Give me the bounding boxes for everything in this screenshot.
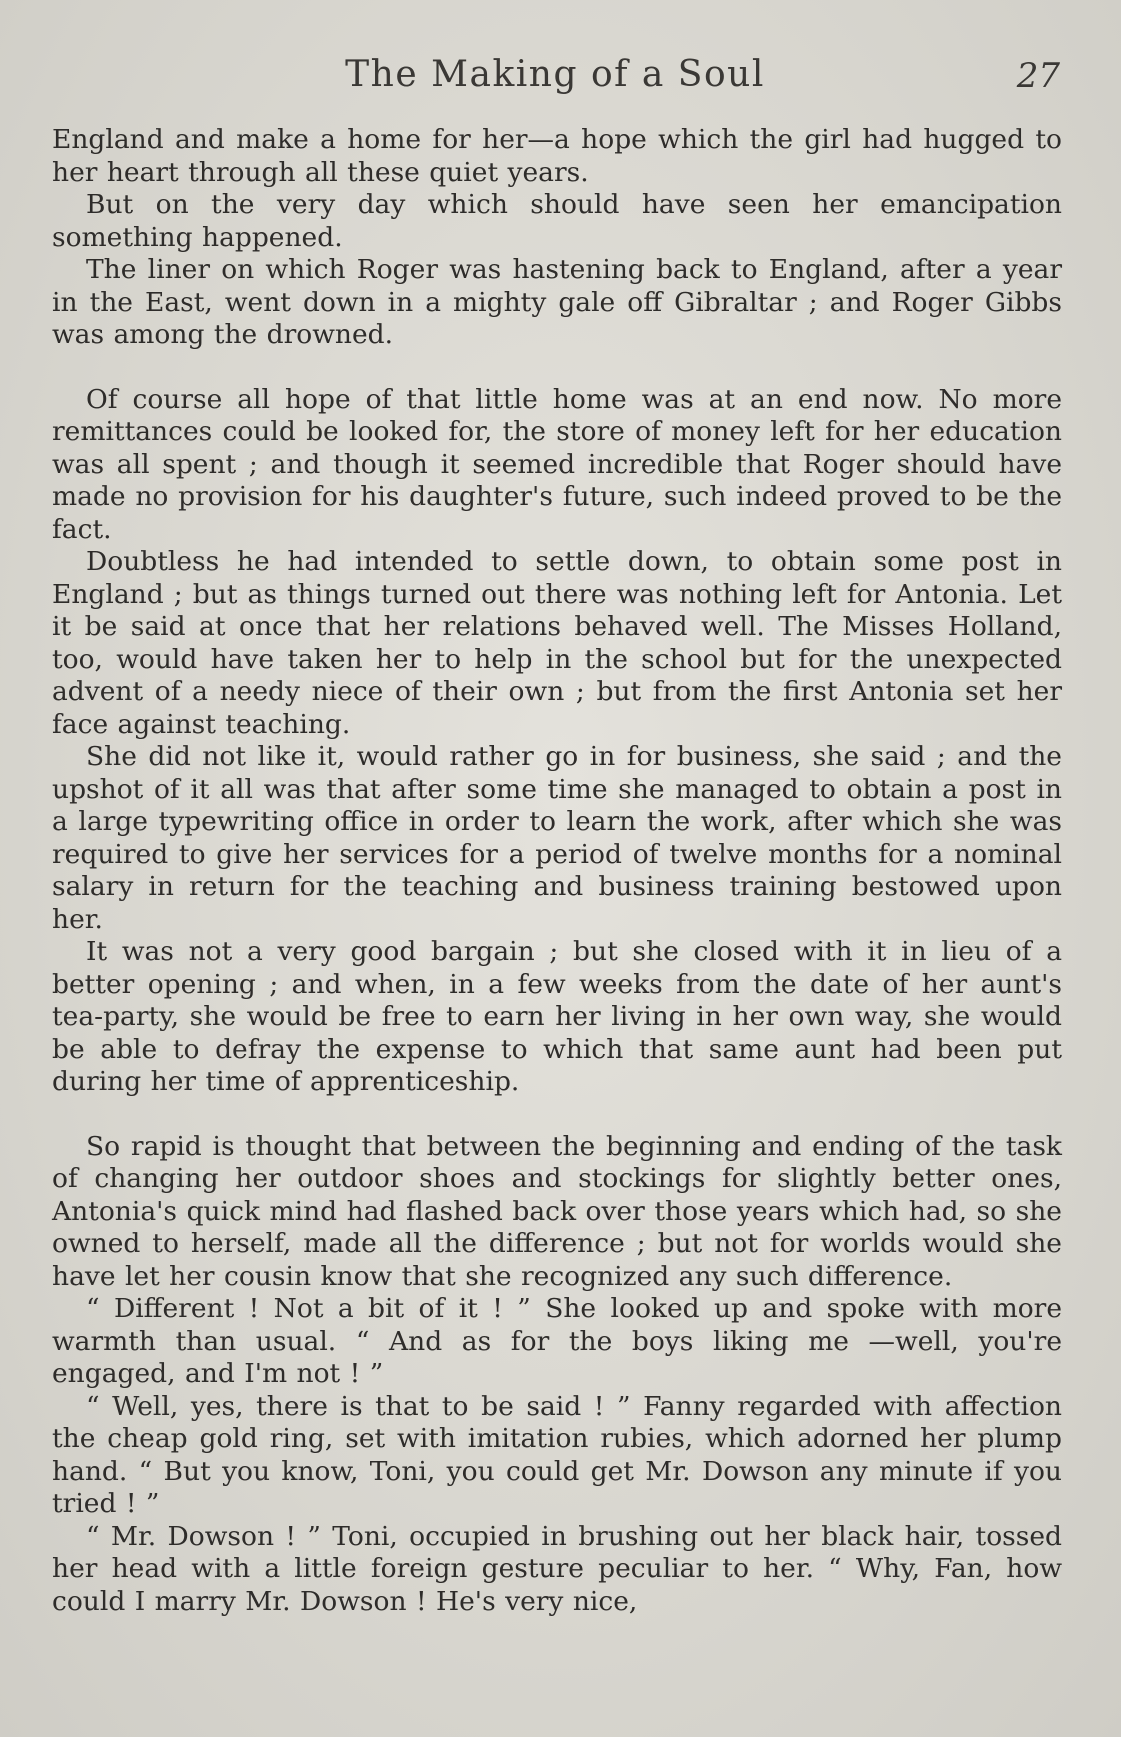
paragraph-11: “ Mr. Dowson ! ” Toni, occupied in brushing out her black hair, tossed her head with a little foreign gesture peculiar to her. “ Why, Fan, how could I marry Mr. Dowson ! He's very nice,	[52, 1520, 1062, 1617]
running-title: The Making of a Soul	[345, 54, 765, 95]
paragraph-9: “ Different ! Not a bit of it ! ” She looked up and spoke with more warmth than usual. “ And as for the boys liking me —well, you're engaged, and I'm not ! ”	[52, 1293, 1062, 1389]
paragraph-2: But on the very day which should have seen her emancipation something happened.	[52, 189, 1062, 253]
paragraph-3: The liner on which Roger was hastening back to England, after a year in the East, went down in a mighty gale off Gibraltar ; and Roger Gibbs was among the drowned.	[52, 254, 1062, 350]
page-number: 27	[1016, 56, 1060, 96]
paragraph-10: “ Well, yes, there is that to be said ! ” Fanny regarded with affection the cheap gold ring, set with imitation rubies, which adorned her plump hand. “ But you know, Toni, you could get Mr. Dowson any minute if you tried ! ”	[52, 1390, 1062, 1519]
paragraph-1: England and make a home for her—a hope which the girl had hugged to her heart through all these quiet years.	[52, 124, 1062, 188]
body-text	[52, 124, 1062, 1618]
paragraph-8: So rapid is thought that between the beginning and ending of the task of changing her outdoor shoes and stockings for slightly better ones, Antonia's quick mind had flashed back over those years which had, so she owned to herself, made all the difference ; but not for worlds would she have let her cousin know that she recognized any such difference.	[52, 1130, 1062, 1292]
paragraph-6: She did not like it, would rather go in for business, she said ; and the upshot of it all was that after some time she managed to obtain a post in a large typewriting office in order to learn the work, after which she was required to give her services for a period of twelve months for a nominal salary in return for the teaching and business training bestowed upon her.	[52, 741, 1062, 935]
paragraph-4: Of course all hope of that little home was at an end now. No more remittances could be looked for, the store of money left for her education was all spent ; and though it seemed incredible that Roger should have made no provision for his daughter's future, such indeed proved to be the fact.	[52, 383, 1062, 545]
paragraph-5: Doubtless he had intended to settle down, to obtain some post in England ; but as things turned out there was nothing left for Antonia. Let it be said at once that her relations behaved well. The Misses Holland, too, would have taken her to help in the school but for the unexpected advent of a needy niece of their own ; but from the first Antonia set her face against teaching.	[52, 546, 1062, 740]
paragraph-7: It was not a very good bargain ; but she closed with it in lieu of a better opening ; and when, in a few weeks from the date of her aunt's tea-party, she would be free to earn her living in her own way, she would be able to defray the expense to which that same aunt had been put during her time of apprenticeship.	[52, 936, 1062, 1097]
page-header	[50, 54, 1060, 104]
